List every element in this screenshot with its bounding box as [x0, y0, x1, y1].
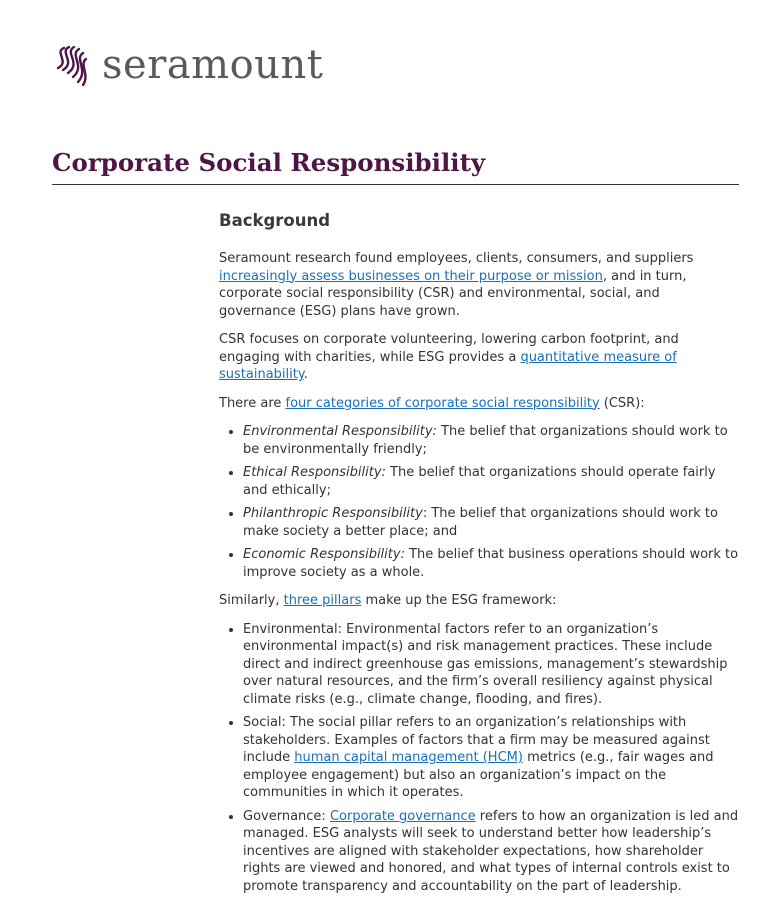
seramount-swirl-icon: [48, 42, 94, 88]
list-item-text: Governance:: [243, 808, 330, 824]
csr-categories-intro: [219, 395, 739, 413]
list-item-term: Philanthropic Responsibility: [243, 506, 423, 521]
list-item-text: The belief that business operations should work to improve society as a whole.: [243, 547, 739, 580]
purpose-mission-link[interactable]: increasingly assess businesses on their purpose or mission: [219, 268, 603, 284]
list-item-text: The belief that organizations should operate fairly and ethically;: [243, 465, 716, 498]
hcm-link[interactable]: human capital management (HCM): [294, 750, 523, 765]
paragraph-text: .: [303, 367, 308, 382]
list-item-text: The belief that organizations should work to be environmentally friendly;: [243, 424, 728, 457]
intro-paragraph: [219, 250, 739, 320]
section-heading: Background: [219, 211, 331, 230]
title-divider: [52, 184, 739, 185]
article-body: [219, 210, 739, 906]
list-item-text: : The belief that organizations should work to make society a better place; and: [243, 506, 718, 539]
list-item-text: Social: The social pillar refers to an organization’s relationships with stakeholders. Examples of factors that a firm may be measured against include: [243, 715, 710, 765]
paragraph-text: , and in turn, corporate social responsibility (CSR) and environmental, social, and governance (ESG) plans have grown.: [219, 268, 687, 319]
list-item: [243, 714, 739, 802]
paragraph-text: There are: [219, 395, 286, 411]
list-item-term: Environmental Responsibility:: [243, 424, 437, 439]
list-item: [243, 621, 739, 709]
list-item-text: metrics (e.g., fair wages and employee engagement) but also an organization’s impact on the communities in which it operates.: [243, 750, 714, 800]
paragraph-text: (CSR):: [599, 395, 645, 411]
three-pillars-link[interactable]: three pillars: [283, 593, 362, 608]
csr-esg-paragraph: [219, 331, 739, 384]
list-item: [243, 505, 739, 540]
seramount-logo[interactable]: [48, 40, 323, 90]
list-item-text: refers to how an organization is led and managed. ESG analysts will seek to understand better how leadership’s incentives are aligned with stakeholder expectations, how shareholder rights are viewed and honored, and what types of internal controls exist to promote transparency and accountability on the part of leadership.: [243, 808, 739, 894]
csr-categories-link[interactable]: four categories of corporate social responsibility: [285, 395, 600, 411]
list-item: [243, 464, 739, 499]
paragraph-text: Similarly,: [219, 593, 284, 608]
list-item-term: Economic Responsibility:: [243, 547, 405, 562]
esg-pillars-intro: [219, 592, 739, 610]
list-item: [243, 423, 739, 458]
logo-text: seramount: [102, 42, 324, 88]
paragraph-text: make up the ESG framework:: [361, 593, 557, 608]
sustainability-measure-link[interactable]: quantitative measure of sustainability: [219, 349, 677, 382]
list-item: [243, 546, 739, 581]
paragraph-text: CSR focuses on corporate volunteering, lowering carbon footprint, and engaging with charities, while ESG provides a: [219, 332, 679, 365]
corporate-governance-link[interactable]: Corporate governance: [329, 808, 476, 824]
esg-pillars-list: [219, 621, 739, 896]
paragraph-text: Seramount research found employees, clients, consumers, and suppliers: [219, 251, 694, 266]
list-item-term: Ethical Responsibility:: [243, 465, 386, 480]
list-item: [243, 808, 739, 896]
list-item-text: Environmental: Environmental factors refer to an organization’s environmental impact(s) and risk management practices. These include direct and indirect greenhouse gas emissions, management’s stewardship over natural resources, and the firm’s overall resiliency against physical climate risks (e.g., climate change, flooding, and fires).: [243, 621, 728, 707]
page-title: Corporate Social Responsibility: [52, 148, 486, 177]
csr-categories-list: [219, 423, 739, 581]
